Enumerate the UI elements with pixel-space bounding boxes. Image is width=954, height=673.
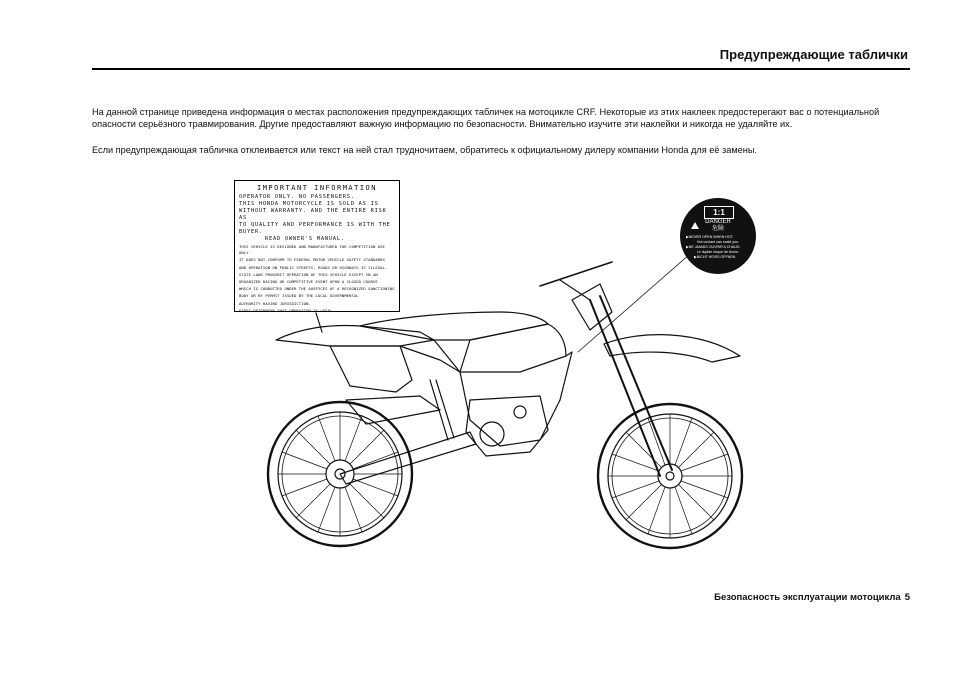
seat [360, 312, 548, 340]
page-title: Предупреждающие таблички [719, 47, 908, 62]
danger-number: 1:1 [704, 206, 734, 219]
danger-word-jp: 危険 [711, 226, 724, 232]
page-footer [710, 592, 910, 603]
page-number: 5 [904, 592, 910, 603]
label-line: TO QUALITY AND PERFORMANCE IS WITH THE BUYER. [239, 222, 391, 235]
label-heading: IMPORTANT INFORMATION [256, 184, 377, 192]
label-line: THIS HONDA MOTORCYCLE IS SOLD AS IS [239, 201, 379, 207]
label-small-line: STATE LAWS PROHIBIT OPERATION OF THIS VEHICLE EXCEPT IN AN [239, 271, 378, 277]
label-line: OPERATOR ONLY. NO PASSENGERS. [239, 194, 355, 200]
swing-arm [340, 432, 476, 484]
info-label-leader [316, 313, 322, 332]
label-small-line: THIS VEHICLE IS DESIGNED AND MANUFACTURED FOR COMPETITION USE ONLY. [239, 244, 385, 256]
label-small-line: ORGANIZED RACING OR COMPETITIVE EVENT UPON A CLOSED COURSE [239, 279, 378, 285]
engine [466, 396, 548, 456]
intro-paragraph: На данной странице приведена информация о местах расположения предупреждающих табличек на мотоцикле CRF. Некоторые из этих наклеек предостерегают вас о потенциальной опасности серьёзного травмирования. Другие предоставляют важную информацию по безопасности. Внимательно изучите эти наклейки и никогда не удаляйте их. [92, 107, 880, 130]
danger-line: Le liquide risque de bruler. [696, 250, 740, 254]
front-fender [604, 335, 740, 362]
side-number-plate [330, 346, 412, 392]
label-small-line: BODY OR BY PERMIT ISSUED BY THE LOCAL GOVERNMENTAL [239, 293, 359, 299]
danger-line: Hot coolant can scald you. [696, 240, 740, 244]
important-information-label [234, 180, 400, 312]
label-small-line: WHICH IS CONDUCTED UNDER THE AUSPICES OF A RECOGNIZED SANCTIONING [239, 286, 395, 292]
danger-line: ▶NEVER OPEN WHEN HOT. [686, 235, 734, 239]
fuel-tank [460, 324, 566, 372]
danger-label-leader [578, 254, 690, 352]
label-small-line: AND OPERATION ON PUBLIC STREETS, ROADS OR HIGHWAYS IS ILLEGAL. [239, 264, 388, 270]
danger-line: ▶NICHT HEISS OFFNEN. [694, 255, 737, 259]
danger-line: ▶NE JAMAIS OUVRIR A CHAUD. [686, 245, 741, 249]
front-fork [590, 300, 660, 476]
handlebar [540, 262, 612, 286]
label-small-line: AUTHORITY HAVING JURISDICTION. [239, 300, 311, 306]
danger-radiator-label [680, 198, 756, 274]
label-line: READ OWNER'S MANUAL. [265, 236, 345, 242]
footer-section-title: Безопасность эксплуатации мотоцикла [714, 592, 901, 603]
danger-word: DANGER [705, 219, 731, 225]
replacement-paragraph: Если предупреждающая табличка отклеивается или текст на ней стал трудночитаем, обратитесь к официальному дилеру компании Honda для её замены. [92, 145, 758, 155]
label-line: WITHOUT WARRANTY. AND THE ENTIRE RISK AS [239, 208, 387, 221]
label-small-line: IT DOES NOT CONFORM TO FEDERAL MOTOR VEHICLE SAFETY STANDARDS [239, 257, 385, 263]
label-small-line: FIRST DETERMINE THAT OPERATION IS LEGAL. [239, 307, 335, 313]
